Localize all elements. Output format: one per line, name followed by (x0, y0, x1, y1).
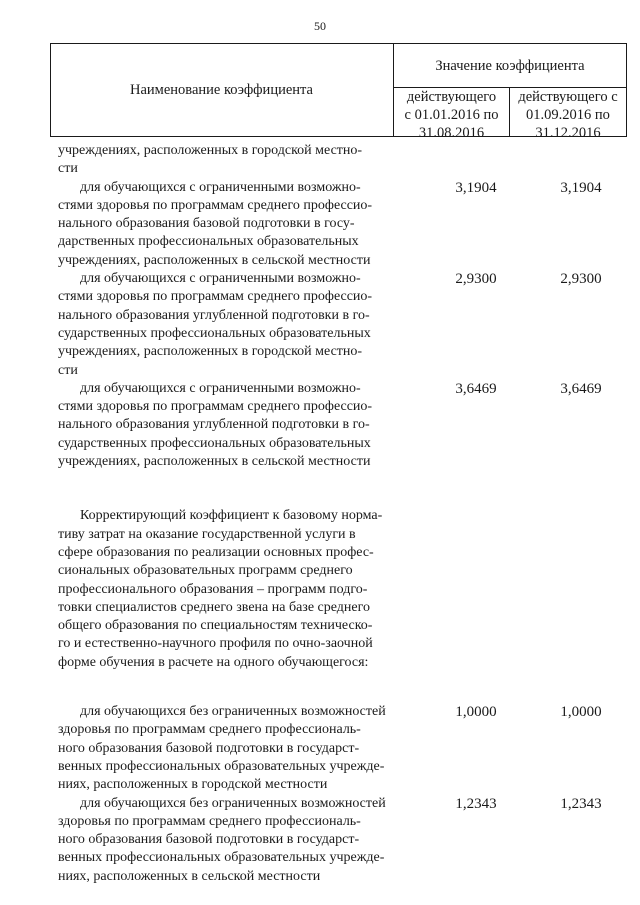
table-row (58, 795, 623, 886)
value-period-2: 1,0000 (560, 704, 602, 721)
period-2-header: действующего с 01.09.2016 по 31.12.2016 (518, 89, 618, 141)
name-column-header: Наименование коэффициента (130, 82, 313, 98)
value-period-1: 1,0000 (455, 704, 497, 721)
value-period-2: 3,1904 (560, 179, 602, 196)
table-row (58, 703, 623, 794)
value-group-header: Значение коэффициента (435, 58, 585, 74)
table-body (58, 142, 623, 886)
table-row (58, 270, 623, 380)
value-period-2: 2,9300 (560, 271, 602, 288)
row-text: для обучающихся без ограниченных возможностей здоровья по программам среднего профессиональ- ного образования базовой подготовки в государст- венных профессиональных образовательных учрежде- ниях, расположенных в сельской местности (58, 795, 386, 884)
table-row (58, 380, 623, 471)
value-period-2: 3,6469 (560, 380, 602, 397)
table-header (50, 43, 627, 141)
row-text: для обучающихся с ограниченными возможно- стями здоровья по программам среднего профессио- нального образования углубленной подготовки в го- сударственных профессиональных образовательных учреждениях, расположенных в сельской местности (58, 380, 373, 470)
value-period-2: 1,2343 (560, 795, 602, 812)
row-text: для обучающихся без ограниченных возможностей здоровья по программам среднего профессиональ- ного образования базовой подготовки в государст- венных профессиональных образовательных учрежде- ниях, расположенных в городской местности (58, 704, 386, 793)
period-1-header: действующего с 01.01.2016 по 31.08.2016 (404, 89, 499, 141)
value-period-1: 1,2343 (455, 795, 497, 812)
value-period-1: 3,1904 (455, 179, 497, 196)
value-period-1: 2,9300 (455, 271, 497, 288)
row-text: для обучающихся с ограниченными возможно- стями здоровья по программам среднего профессио- нального образования базовой подготовки в госу- дарственных профессиональных образовательных учреждениях, расположенных в сельской местности (58, 179, 373, 268)
value-period-1: 3,6469 (455, 380, 497, 397)
row-text: для обучающихся с ограниченными возможно- стями здоровья по программам среднего профессио- нального образования углубленной подготовки в го- сударственных профессиональных образовательных учреждениях, расположенных в городской местно- сти (58, 271, 373, 378)
page-number: 50 (314, 19, 326, 33)
table-row (58, 142, 623, 179)
section-heading: Корректирующий коэффициент к базовому норма- тиву затрат на оказание государственной услуги в сфере образования по реализации основных профес- сиональных образовательных программ среднего профессионального образования – программ подго- товки специалистов среднего звена на базе среднего общего образования по специальностям техническо- го и естественно-научного профиля по очно-заочной форме обучения в расчете на одного обучающегося: (58, 508, 383, 670)
row-text: учреждениях, расположенных в городской местно- сти (58, 143, 363, 177)
table-row (58, 179, 623, 270)
